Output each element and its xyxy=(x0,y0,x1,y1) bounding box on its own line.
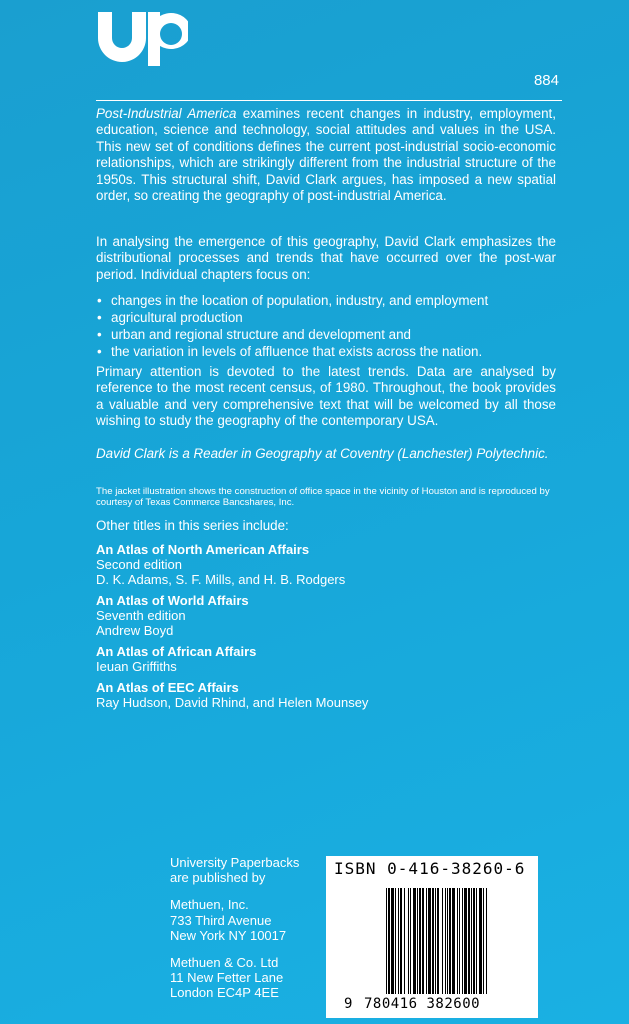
barcode-bar xyxy=(404,888,405,994)
barcode-bar xyxy=(468,888,470,994)
series-titles-list xyxy=(96,542,556,716)
isbn-barcode-panel xyxy=(326,856,538,1018)
barcode-bar xyxy=(426,888,427,994)
uk-publisher-address: 11 New Fetter Lane xyxy=(170,970,284,986)
barcode-bar xyxy=(398,888,399,994)
barcode-bar xyxy=(417,888,418,994)
divider-rule xyxy=(96,100,562,101)
barcode-first-digit: 9 xyxy=(344,996,353,1012)
barcode-bar xyxy=(445,888,446,994)
barcode-digit-groups: 780416 382600 xyxy=(364,996,481,1012)
blurb-paragraph-1-text: examines recent changes in industry, employment, education, science and technology, social attitudes and values in the USA. This new set of conditions defines the current post-industrial socio-economic relationships, which are strikingly different from the industrial structure of the 1950s. This structural shift, David Clark argues, has imposed a new spatial order, so creating the geography of post-industrial America. xyxy=(96,106,556,204)
author-note: David Clark is a Reader in Geography at Coventry (Lanchester) Polytechnic. xyxy=(96,446,549,461)
barcode-bar xyxy=(432,888,434,994)
barcode-bar xyxy=(449,888,451,994)
list-item xyxy=(96,593,556,638)
barcode-bar xyxy=(386,888,387,994)
series-book-title: An Atlas of African Affairs xyxy=(96,644,257,659)
series-book-authors: Ieuan Griffiths xyxy=(96,659,177,674)
barcode-bar xyxy=(459,888,460,994)
barcode-bar xyxy=(442,888,443,994)
barcode-bar xyxy=(483,888,484,994)
blurb-paragraph-1 xyxy=(96,106,556,204)
series-book-authors: D. K. Adams, S. F. Mills, and H. B. Rodgers xyxy=(96,572,346,587)
list-item xyxy=(96,680,556,710)
barcode-bar xyxy=(388,888,390,994)
barcode-bar xyxy=(408,888,409,994)
list-item xyxy=(96,644,556,674)
up-logo xyxy=(96,4,188,90)
barcode-bar xyxy=(435,888,436,994)
series-book-edition: Seventh edition xyxy=(96,608,186,623)
publisher-info xyxy=(170,855,299,1001)
us-publisher-address: 733 Third Avenue xyxy=(170,912,272,928)
chapter-focus-list xyxy=(96,292,566,360)
barcode-bar xyxy=(473,888,475,994)
blurb-paragraph-3: Primary attention is devoted to the latest trends. Data are analysed by reference to the most recent census, of 1980. Throughout, the book provides a valuable and very comprehensive text that will be welcomed by all those wishing to study the geography of the contemporary USA. xyxy=(96,364,556,429)
barcode-bar xyxy=(476,888,477,994)
barcode-bar xyxy=(462,888,463,994)
barcode-bar xyxy=(479,888,482,994)
list-item: • the variation in levels of affluence that exists across the nation. xyxy=(96,343,566,360)
series-number: 884 xyxy=(533,72,559,89)
barcode-icon xyxy=(386,888,526,994)
barcode-bar xyxy=(471,888,472,994)
barcode-bar xyxy=(413,888,416,994)
isbn-number: ISBN 0-416-38260-6 xyxy=(334,859,526,878)
list-item xyxy=(96,542,556,587)
barcode-bar xyxy=(437,888,439,994)
publisher-line: are published by xyxy=(170,870,266,886)
us-publisher-name: Methuen, Inc. xyxy=(170,897,249,913)
book-title: Post-Industrial America xyxy=(96,106,237,121)
jacket-illustration-note: The jacket illustration shows the construction of office space in the vicinity of Houston and is reproduced by courtesy of Texas Commerce Bancshares, Inc. xyxy=(96,486,550,508)
barcode-bar xyxy=(464,888,467,994)
uk-publisher-address: London EC4P 4EE xyxy=(170,985,279,1001)
series-book-title: An Atlas of North American Affairs xyxy=(96,542,310,557)
barcode-bar xyxy=(400,888,402,994)
series-book-title: An Atlas of World Affairs xyxy=(96,593,249,608)
series-book-authors: Andrew Boyd xyxy=(96,623,174,638)
barcode-bar xyxy=(486,888,487,994)
blurb-paragraph-2: In analysing the emergence of this geography, David Clark emphasizes the distributional processes and trends that have occurred over the post-war period. Individual chapters focus on: xyxy=(96,234,556,282)
barcode-bar xyxy=(422,888,424,994)
barcode-bar xyxy=(410,888,411,994)
barcode-bar xyxy=(395,888,396,994)
list-item: • urban and regional structure and development and xyxy=(96,326,566,343)
barcode-bar xyxy=(452,888,455,994)
barcode-bar xyxy=(457,888,458,994)
list-item: • agricultural production xyxy=(96,309,566,326)
barcode-digits xyxy=(344,996,481,1012)
barcode-bar xyxy=(428,888,431,994)
barcode-bar xyxy=(447,888,448,994)
list-item: • changes in the location of population, industry, and employment xyxy=(96,292,566,309)
barcode-bar xyxy=(419,888,421,994)
series-book-edition: Second edition xyxy=(96,557,183,572)
us-publisher-address: New York NY 10017 xyxy=(170,927,287,943)
series-book-title: An Atlas of EEC Affairs xyxy=(96,680,239,695)
uk-publisher-name: Methuen & Co. Ltd xyxy=(170,955,279,971)
barcode-bar xyxy=(391,888,394,994)
series-book-authors: Ray Hudson, David Rhind, and Helen Mounsey xyxy=(96,695,369,710)
publisher-line: University Paperbacks xyxy=(170,855,300,870)
other-titles-heading: Other titles in this series include: xyxy=(96,518,289,533)
